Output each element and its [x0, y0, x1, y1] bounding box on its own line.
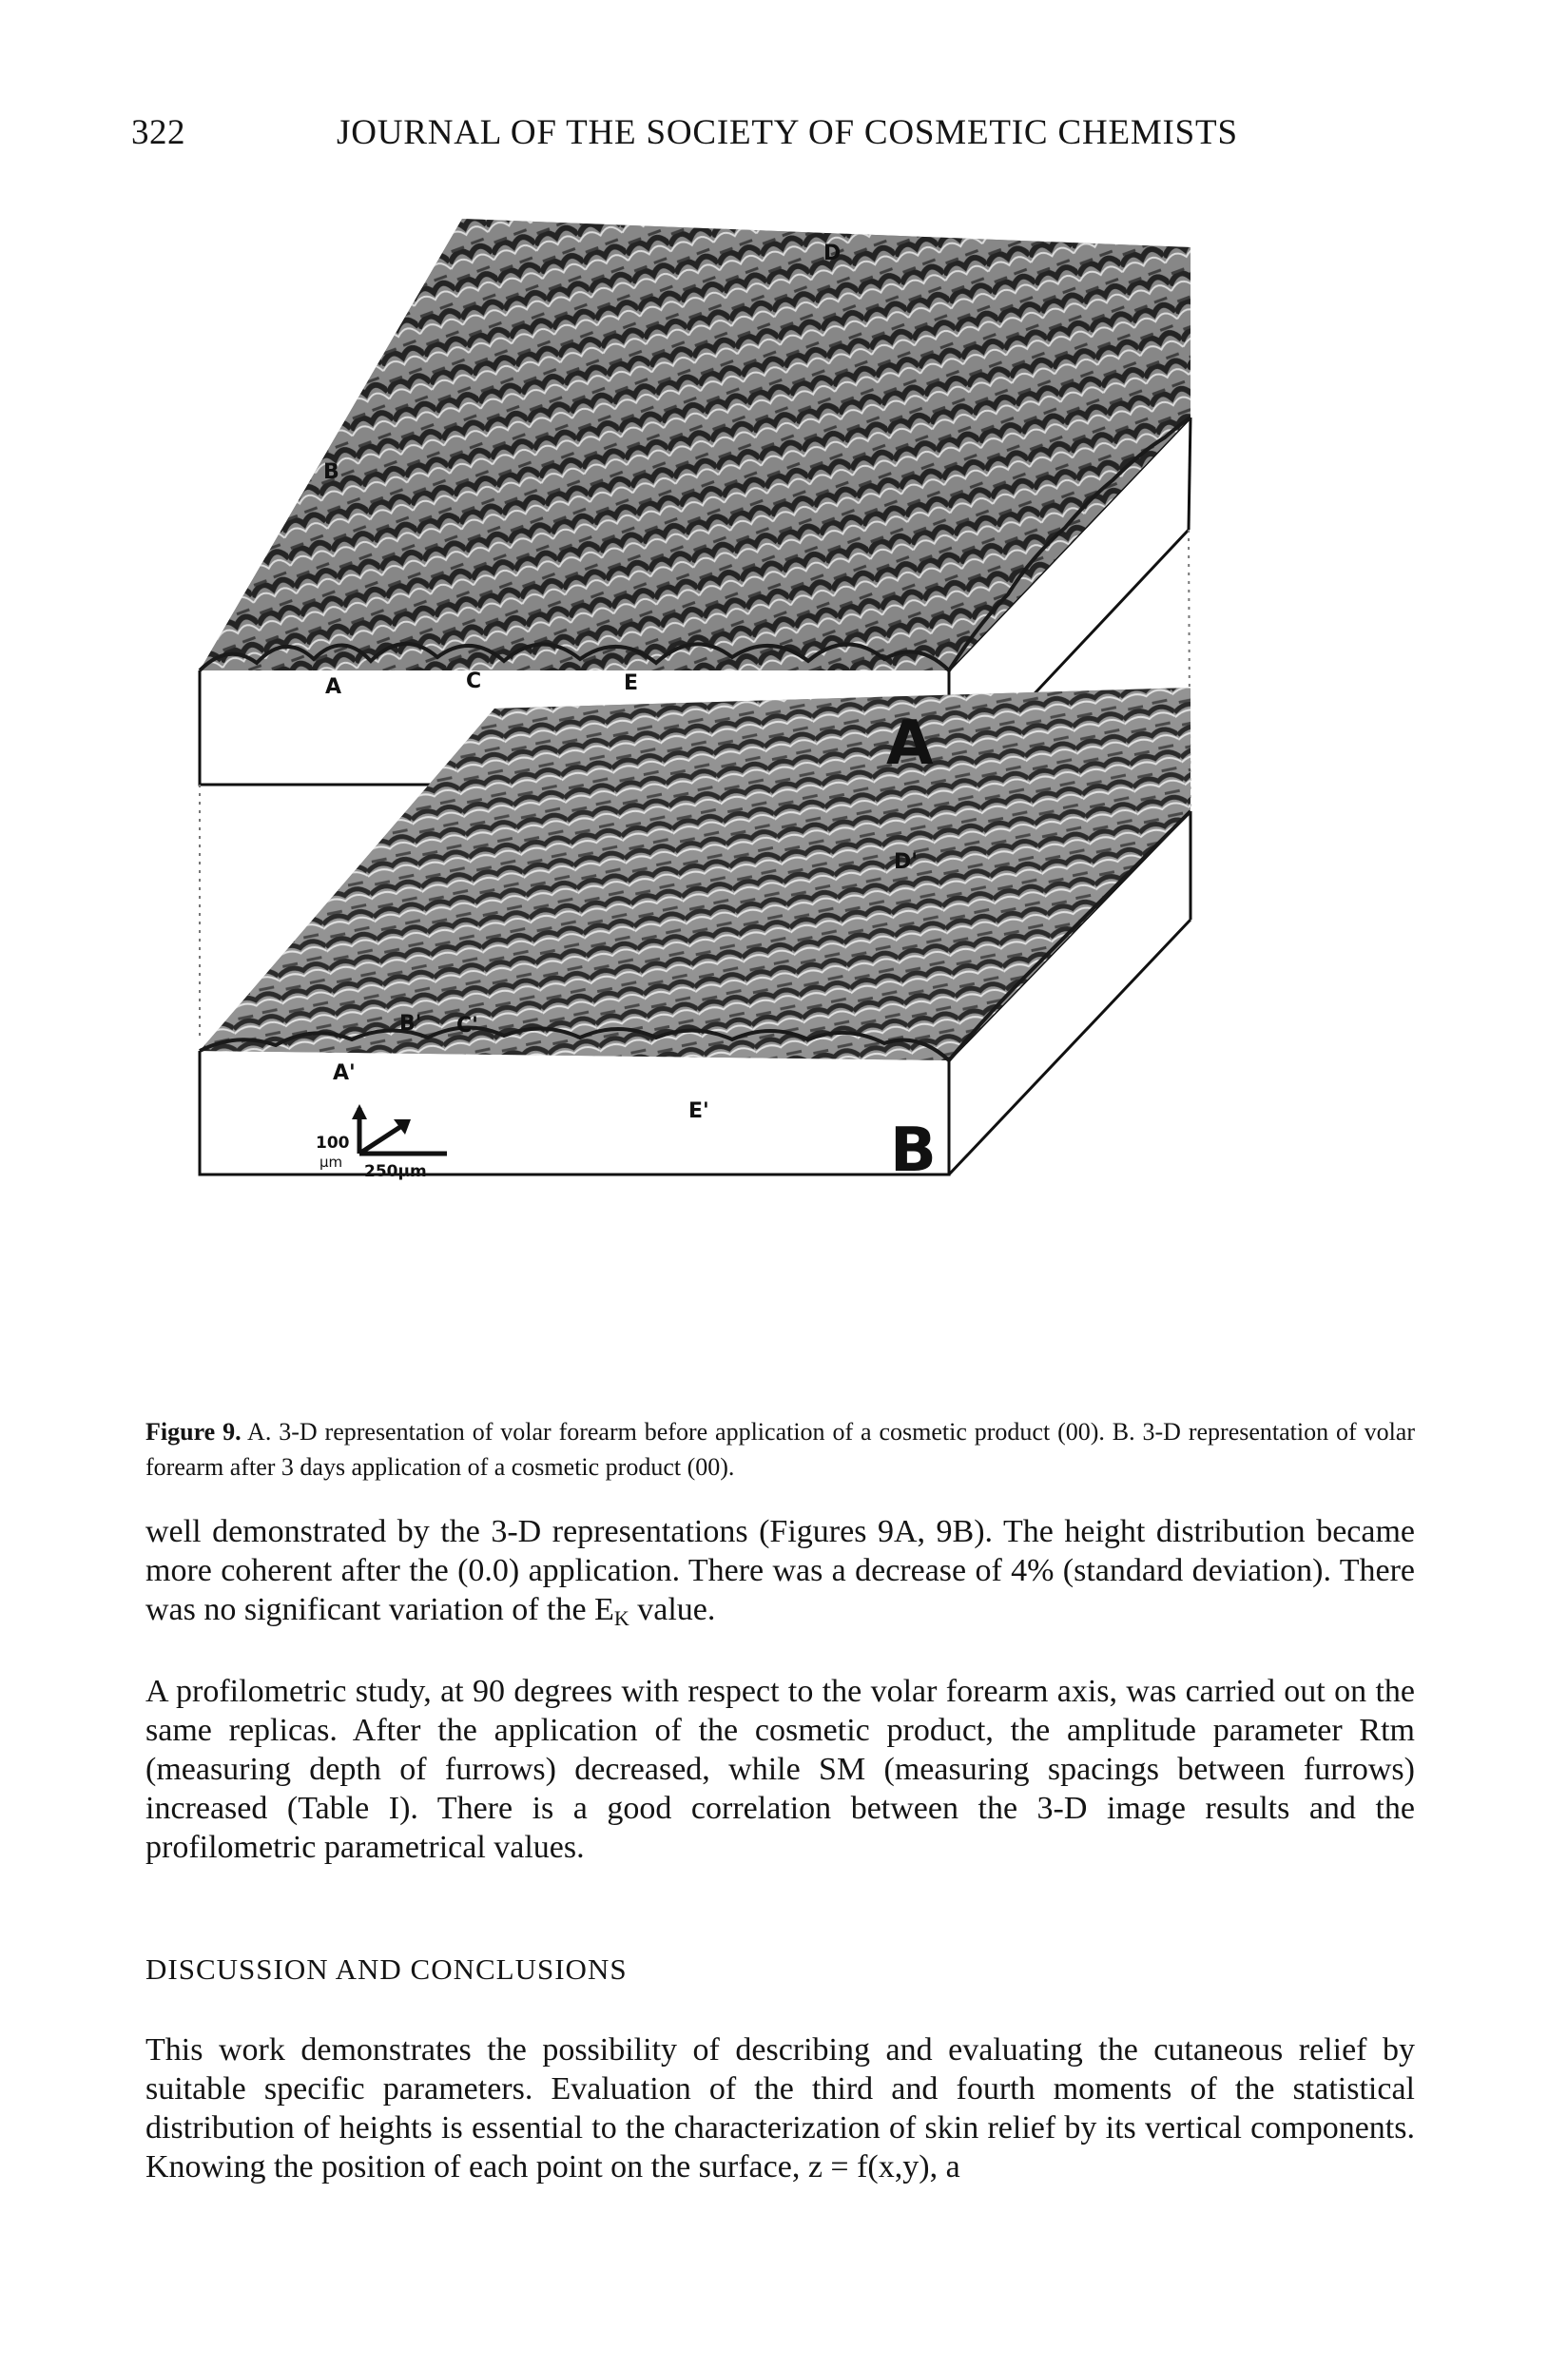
scale-bar [316, 1104, 447, 1181]
scale-vertical-unit: µm [319, 1154, 343, 1171]
figure-9 [171, 214, 1350, 1403]
point-label-e: E [624, 671, 639, 695]
panel-b-label: B [890, 1116, 937, 1186]
running-header [131, 112, 1310, 162]
point-label-b: B [323, 460, 339, 484]
point-label-a: A [325, 675, 342, 699]
paragraph-1-text: well demonstrated by the 3-D representations (Figures 9A, 9B). The height distribution became more coherent after the (0.0) application. There was a decrease of 4% (standard deviation). There was no significant variation of the E [145, 1514, 1415, 1627]
point-label-e-prime: E' [688, 1099, 709, 1123]
point-label-a-prime: A' [333, 1061, 356, 1085]
panel-a-surface [200, 219, 1191, 670]
paragraph-3: This work demonstrates the possibility of describing and evaluating the cutaneous relief by suitable specific parameters. Evaluation of the third and fourth moments of the statistical distribution of heights is essential to the characterization of skin relief by its vertical components. Knowing the position of each point on the surface, z = f(x,y), a [145, 2032, 1415, 2185]
figure-caption [145, 1414, 1415, 1485]
section-heading: DISCUSSION AND CONCLUSIONS [145, 1952, 628, 1986]
page-number: 322 [131, 113, 185, 152]
paragraph-1 [145, 1512, 1415, 1638]
point-label-b-prime: B' [399, 1012, 422, 1036]
paragraph-2: A profilometric study, at 90 degrees with respect to the volar forearm axis, was carried out on the same replicas. After the application of the cosmetic product, the amplitude parameter Rtm (measuring depth of furrows) decreased, while SM (measuring spacings between furrows) increased (Table I). There is a good correlation between the 3-D image results and the profilometric parametrical values. [145, 1674, 1415, 1865]
paragraph-1-text-end: value. [629, 1592, 716, 1627]
figure-9-3d-surfaces [171, 214, 1350, 1403]
paragraph-1-subscript: K [613, 1606, 629, 1630]
point-label-c: C [466, 670, 482, 693]
point-label-c-prime: C' [456, 1014, 478, 1038]
figure-caption-label: Figure 9. [145, 1418, 242, 1446]
panel-a-label: A [886, 709, 934, 779]
journal-title: JOURNAL OF THE SOCIETY OF COSMETIC CHEMISTS [337, 113, 1238, 152]
point-label-d: D [823, 242, 842, 265]
panel-b-surface [200, 688, 1191, 1060]
point-label-d-prime: D' [894, 850, 918, 874]
scale-horizontal: 250µm [364, 1162, 427, 1181]
figure-caption-text: A. 3-D representation of volar forearm before application of a cosmetic product (00). B. 3-D representation of volar forearm after 3 days application of a cosmetic product (00). [145, 1418, 1415, 1481]
scale-vertical-value: 100 [316, 1134, 350, 1153]
